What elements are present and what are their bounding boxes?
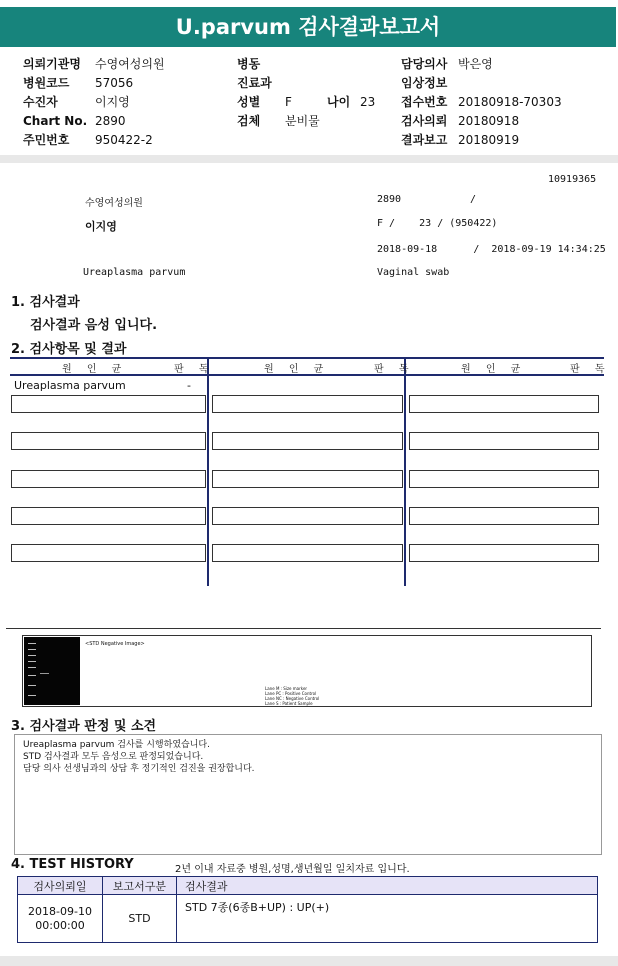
field-label: Chart No. — [23, 114, 88, 128]
field-value: 분비물 — [285, 114, 320, 128]
col-header-pathogen: 원 인 균 — [62, 364, 128, 375]
field-value: 박은영 — [458, 57, 493, 71]
gel-legend-item: Lane M : Size marker — [265, 686, 308, 691]
col-header-judgement: 판 독 — [374, 364, 415, 375]
field-value: 950422-2 — [95, 133, 153, 147]
results-table-divider-2 — [404, 359, 406, 586]
result-pathogen: Ureaplasma parvum — [14, 379, 126, 392]
field-value: 23 — [360, 95, 376, 109]
opinion-text — [15, 735, 601, 775]
patient-sex-age: F / 23 / (950422) — [377, 218, 498, 229]
patient-chart-no: 2890 — [377, 194, 402, 205]
section-4-title: 4. TEST HISTORY — [11, 857, 134, 872]
field-label: 담당의사 — [401, 57, 448, 71]
result-empty-box — [11, 507, 206, 525]
section-divider — [6, 628, 601, 629]
header-row-chart-no — [23, 112, 165, 131]
field-label: 결과보고 — [401, 133, 448, 147]
result-empty-box — [212, 507, 403, 525]
results-table-top-line — [10, 357, 604, 359]
gel-legend-item: Lane S : Patient Sample — [265, 701, 313, 706]
field-label: 진료과 — [237, 76, 272, 90]
results-table-divider-1 — [207, 359, 209, 586]
field-value: 수영여성의원 — [95, 57, 165, 71]
header-row-specimen — [237, 112, 375, 131]
result-empty-box — [409, 395, 599, 413]
history-row — [18, 895, 598, 943]
header-col-1 — [23, 55, 165, 150]
gel-electrophoresis-image — [24, 637, 80, 705]
section-1-title: 1. 검사결과 — [11, 295, 80, 310]
history-note: 2년 이내 자료중 병원,성명,생년월일 일치자료 입니다. — [175, 864, 410, 875]
section-3-title: 3. 검사결과 판정 및 소견 — [11, 719, 157, 734]
col-header-pathogen: 원 인 균 — [461, 364, 527, 375]
gel-band — [28, 655, 36, 656]
gel-band — [28, 667, 36, 668]
header-row-patient — [23, 93, 165, 112]
col-header-pathogen: 원 인 균 — [264, 364, 330, 375]
field-label: 임상정보 — [401, 76, 448, 90]
result-empty-box — [11, 544, 206, 562]
gel-band — [28, 675, 36, 676]
header-row-hospital — [23, 55, 165, 74]
col-header-judgement: 판 독 — [570, 364, 611, 375]
header-row-hospital-code — [23, 74, 165, 93]
header-row-department — [237, 74, 375, 93]
history-table — [17, 876, 598, 943]
field-label: 성별 — [237, 95, 261, 109]
gel-image-caption: <STD Negative Image> — [85, 641, 145, 647]
field-label: 나이 — [327, 95, 351, 109]
patient-specimen: Vaginal swab — [377, 267, 450, 278]
result-value: - — [187, 379, 191, 392]
section-1-result: 검사결과 음성 입니다. — [30, 318, 158, 333]
field-label: 병동 — [237, 57, 261, 71]
gel-band — [40, 673, 49, 674]
result-empty-box — [11, 432, 206, 450]
header-col-3 — [401, 55, 562, 150]
field-label: 의뢰기관명 — [23, 57, 81, 71]
patient-dates: 2018-09-18 / 2018-09-19 14:34:25 — [377, 244, 606, 255]
result-empty-box — [212, 432, 403, 450]
gel-band — [28, 649, 36, 650]
header-col-2 — [237, 55, 375, 131]
history-result: STD 7종(6종B+UP) : UP(+) — [177, 895, 598, 943]
field-value: 이지영 — [95, 95, 130, 109]
col-header-judgement: 판 독 — [174, 364, 215, 375]
header-row-doctor — [401, 55, 562, 74]
history-time: 00:00:00 — [35, 918, 85, 932]
report-title: U.parvum 검사결과보고서 — [0, 7, 616, 47]
header-row-ward — [237, 55, 375, 74]
field-label: 주민번호 — [23, 133, 70, 147]
gel-band — [28, 643, 36, 644]
field-value: 2890 — [95, 114, 126, 128]
field-label: 검체 — [237, 114, 261, 128]
history-date: 2018-09-10 — [28, 904, 92, 918]
gel-image-panel — [22, 635, 592, 707]
history-type: STD — [103, 895, 177, 943]
header-row-sex — [237, 93, 375, 112]
field-value: 20180918 — [458, 114, 520, 128]
result-empty-box — [409, 432, 599, 450]
result-empty-box — [409, 470, 599, 488]
section-2-title: 2. 검사항목 및 결과 — [11, 342, 127, 357]
page-separator — [0, 155, 618, 163]
patient-chart-slash: / — [470, 194, 477, 205]
field-label: 수진자 — [23, 95, 58, 109]
history-header: 검사의뢰일 — [18, 877, 103, 895]
gel-legend-item: Lane NC : Negative Control — [265, 696, 320, 701]
field-value: 57056 — [95, 76, 134, 90]
result-empty-box — [409, 544, 599, 562]
opinion-box — [14, 734, 602, 855]
header-row-receipt-no — [401, 93, 562, 112]
gel-band — [28, 695, 36, 696]
header-row-resident-no — [23, 131, 165, 150]
gel-band — [28, 661, 36, 662]
history-header: 검사결과 — [177, 877, 598, 895]
header-row-request-date — [401, 112, 562, 131]
gel-band — [28, 685, 36, 686]
field-value: 20180919 — [458, 133, 520, 147]
header-row-report-date — [401, 131, 562, 150]
page-footer-strip — [0, 956, 618, 966]
opinion-line: STD 검사결과 모두 음성으로 판정되었습니다. — [23, 752, 204, 762]
gel-legend-item: Lane PC : Positive Control — [265, 691, 317, 696]
report-code: 10919365 — [548, 174, 597, 185]
opinion-line: Ureaplasma parvum 검사를 시행하였습니다. — [23, 740, 210, 750]
result-empty-box — [212, 470, 403, 488]
field-label: 검사의뢰 — [401, 114, 448, 128]
field-value: 20180918-70303 — [458, 95, 562, 109]
patient-name: 이지영 — [85, 220, 117, 233]
field-label: 접수번호 — [401, 95, 448, 109]
patient-test-name: Ureaplasma parvum — [83, 267, 186, 278]
opinion-line: 담당 의사 선생님과의 상담 후 정기적인 검진을 권장합니다. — [23, 764, 255, 774]
result-empty-box — [11, 470, 206, 488]
gel-legend — [265, 686, 319, 706]
history-header: 보고서구분 — [103, 877, 177, 895]
patient-hospital: 수영여성의원 — [85, 198, 143, 209]
result-empty-box — [212, 544, 403, 562]
field-value: F — [285, 95, 292, 109]
result-empty-box — [212, 395, 403, 413]
result-empty-box — [409, 507, 599, 525]
history-date-cell — [18, 895, 103, 943]
result-empty-box — [11, 395, 206, 413]
history-header-row — [18, 877, 598, 895]
field-label: 병원코드 — [23, 76, 70, 90]
header-row-clinical-info — [401, 74, 562, 93]
